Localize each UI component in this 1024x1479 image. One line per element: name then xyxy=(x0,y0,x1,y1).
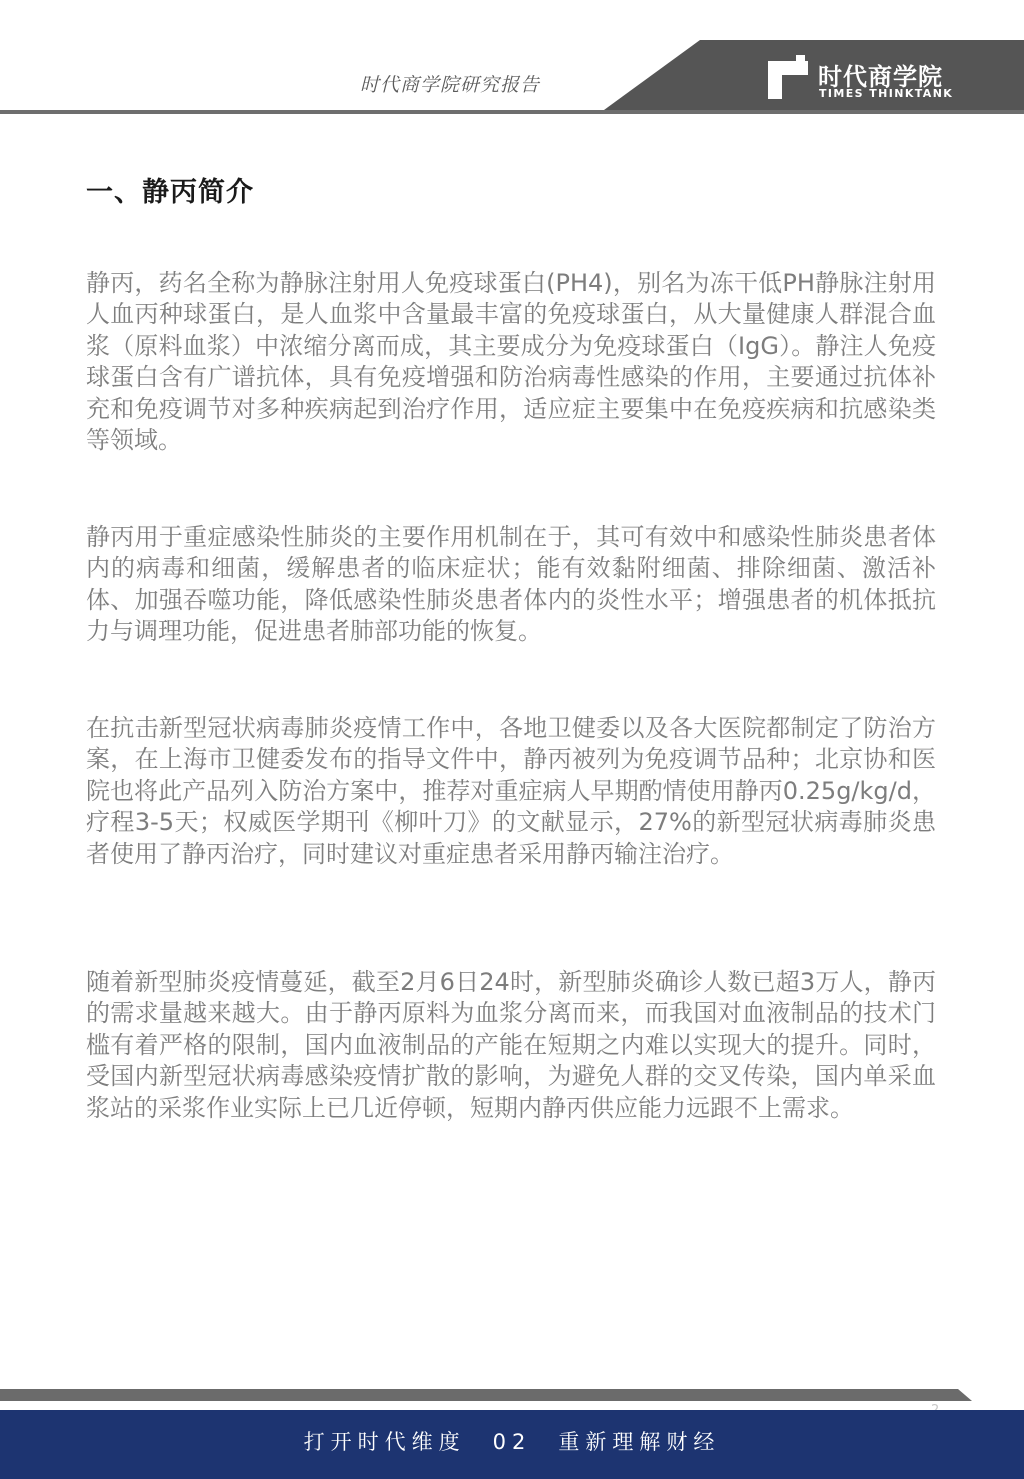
footer-slogan: 打开时代维度 02 重新理解财经 xyxy=(303,1430,721,1454)
paragraph-treatment-plans: 在抗击新型冠状病毒肺炎疫情工作中，各地卫健委以及各大医院都制定了防治方案，在上海市卫健委发布的指导文件中，静丙被列为免疫调节品种；北京协和医院也将此产品列入防治方案中，推荐对重症病人早期酌情使用静丙0.25g/kg/d，疗程3-5天；权威医学期刊《柳叶刀》的文献显示，27%的新型冠状病毒肺炎患者使用了静丙治疗，同时建议对重症患者采用静丙输注治疗。 xyxy=(86,714,936,868)
brand-logo xyxy=(768,55,968,105)
paragraph-supply-demand: 随着新型肺炎疫情蔓延，截至2月6日24时，新型肺炎确诊人数已超3万人，静丙的需求量越来越大。由于静丙原料为血浆分离而来，而我国对血液制品的技术门槛有着严格的限制，国内血液制品的产能在短期之内难以实现大的提升。同时，受国内新型冠状病毒感染疫情扩散的影响，为避免人群的交叉传染，国内单采血浆站的采浆作业实际上已几近停顿，短期内静丙供应能力远跟不上需求。 xyxy=(86,968,936,1122)
paragraph-intro: 静丙，药名全称为静脉注射用人免疫球蛋白(PH4)，别名为冻干低PH静脉注射用人血丙种球蛋白，是人血浆中含量最丰富的免疫球蛋白，从大量健康人群混合血浆（原料血浆）中浓缩分离而成，其主要成分为免疫球蛋白（IgG）。静注人免疫球蛋白含有广谱抗体，具有免疫增强和防治病毒性感染的作用，主要通过抗体补充和免疫调节对多种疾病起到治疗作用，适应症主要集中在免疫疾病和抗感染类等领域。 xyxy=(86,269,936,455)
paragraph-mechanism: 静丙用于重症感染性肺炎的主要作用机制在于，其可有效中和感染性肺炎患者体内的病毒和细菌，缓解患者的临床症状；能有效黏附细菌、排除细菌、激活补体、加强吞噬功能，降低感染性肺炎患者体内的炎性水平；增强患者的机体抵抗力与调理功能，促进患者肺部功能的恢复。 xyxy=(86,523,936,646)
brand-logo-mark-icon xyxy=(768,55,812,101)
brand-logo-tagline: TIMES THINKTANK xyxy=(819,87,954,100)
page-header xyxy=(0,0,1024,116)
section-heading: 一、静丙简介 xyxy=(86,177,254,208)
brand-logo-name: 时代商学院 xyxy=(818,63,943,91)
report-title: 时代商学院研究报告 xyxy=(360,74,541,96)
